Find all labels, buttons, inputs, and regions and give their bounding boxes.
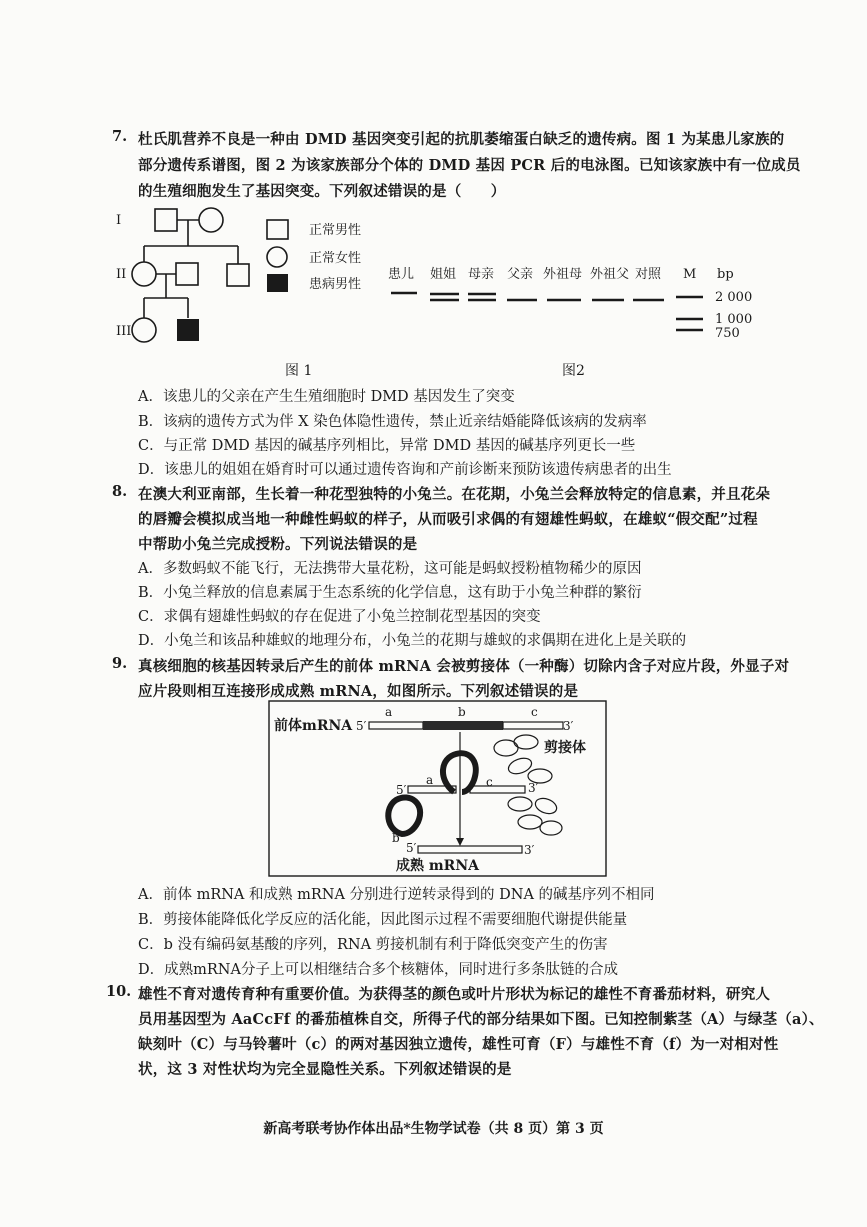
mid-three-prime: 3′ bbox=[528, 781, 539, 795]
q7-option-c[interactable]: C．与正常 DMD 基因的碱基序列相比，异常 DMD 基因的碱基序列更长一些 bbox=[138, 438, 636, 454]
lane-label-grandmother: 外祖母 bbox=[543, 267, 583, 282]
q10-stem-line-2: 员用基因型为 AaCcFf 的番茄植株自交，所得子代的部分结果如下图。已知控制紫茎（A）与绿茎（a）、 bbox=[138, 1011, 824, 1028]
gen-label-3: III bbox=[116, 324, 132, 339]
mature-five-prime: 5′ bbox=[406, 841, 417, 855]
q8-stem-line-1: 在澳大利亚南部，生长着一种花型独特的小兔兰。在花期，小兔兰会释放特定的信息素，并且花朵 bbox=[138, 486, 771, 503]
q7-option-d[interactable]: D．该患儿的姐姐在婚育时可以通过遗传咨询和产前诊断来预防该遗传病患者的出生 bbox=[138, 462, 672, 478]
q9-option-c[interactable]: C．b 没有编码氨基酸的序列，RNA 剪接机制有利于降低突变产生的伤害 bbox=[138, 937, 608, 953]
q10-stem-line-3: 缺刻叶（C）与马铃薯叶（c）的两对基因独立遗传，雄性可育（F）与雄性不育（f）为一对相对性 bbox=[138, 1036, 779, 1053]
gen-label-1: I bbox=[116, 213, 122, 228]
label-b-loop: b bbox=[392, 831, 400, 845]
q9-stem-line-1: 真核细胞的核基因转录后产生的前体 mRNA 会被剪接体（一种酶）切除内含子对应片段，外显子对 bbox=[138, 658, 790, 675]
q10-stem-line-1: 雄性不育对遗传育种有重要价值。为获得茎的颜色或叶片形状为标记的雄性不育番茄材料，研究人 bbox=[138, 986, 771, 1003]
label-a-mid: a bbox=[426, 773, 434, 787]
marker-750: 750 bbox=[715, 326, 740, 341]
pedigree-chart bbox=[110, 200, 410, 355]
label-c-top: c bbox=[531, 705, 538, 719]
intron-b-pre bbox=[423, 721, 503, 730]
marker-2000: 2 000 bbox=[715, 290, 753, 305]
q9-stem-line-2: 应片段则相互连接形成成熟 mRNA，如图所示。下列叙述错误的是 bbox=[138, 683, 579, 700]
pre-five-prime: 5′ bbox=[356, 719, 367, 733]
q8-option-d[interactable]: D．小兔兰和该品种雄蚁的地理分布，小兔兰的花期与雄蚁的求偶期在进化上是关联的 bbox=[138, 633, 687, 649]
label-a-top: a bbox=[385, 705, 393, 719]
gen2-female bbox=[132, 262, 156, 286]
legend-affected-male: 患病男性 bbox=[309, 277, 362, 292]
q7-option-a[interactable]: A．该患儿的父亲在产生生殖细胞时 DMD 基因发生了突变 bbox=[138, 389, 515, 405]
mrna-splicing-diagram bbox=[268, 700, 608, 878]
exon-c-mid bbox=[470, 786, 525, 793]
figure2-caption: 图2 bbox=[562, 363, 585, 379]
lane-label-control: 对照 bbox=[635, 267, 662, 282]
gen3-affected-male bbox=[177, 319, 199, 341]
figure1-caption: 图 1 bbox=[285, 363, 313, 379]
page-footer: 新高考联考协作体出品*生物学试卷（共 8 页）第 3 页 bbox=[263, 1121, 604, 1137]
q8-stem-line-2: 的唇瓣会模拟成当地一种雌性蚂蚁的样子，从而吸引求偶的有翅雄性蚂蚁，在雄蚁“假交配”过程 bbox=[138, 511, 758, 528]
pre-mrna-label: 前体mRNA bbox=[274, 718, 353, 734]
label-c-mid: c bbox=[486, 775, 493, 789]
lane-label-mother: 母亲 bbox=[468, 267, 495, 282]
q10-number: 10. bbox=[106, 983, 132, 1000]
marker-lane-label: M bbox=[683, 267, 697, 282]
label-b-top: b bbox=[458, 705, 466, 719]
excised-intron bbox=[388, 797, 420, 834]
gen1-female bbox=[199, 208, 223, 232]
gel-electrophoresis bbox=[385, 262, 765, 347]
legend-normal-female: 正常女性 bbox=[309, 251, 362, 266]
exon-c-pre bbox=[503, 722, 563, 729]
lane-label-patient: 患儿 bbox=[388, 267, 415, 282]
q8-option-c[interactable]: C．求偶有翅雄性蚂蚁的存在促进了小兔兰控制花型基因的突变 bbox=[138, 609, 541, 625]
q7-stem-line-2: 部分遗传系谱图，图 2 为该家族部分个体的 DMD 基因 PCR 后的电泳图。已知该家族中有一位成员 bbox=[138, 157, 801, 174]
mature-mrna-bar bbox=[418, 846, 522, 853]
q9-option-d[interactable]: D．成熟mRNA分子上可以相继结合多个核糖体，同时进行多条肽链的合成 bbox=[138, 962, 618, 978]
q10-stem-line-4: 状，这 3 对性状均为完全显隐性关系。下列叙述错误的是 bbox=[138, 1061, 512, 1078]
legend-male-symbol bbox=[267, 220, 288, 239]
lane-label-sister: 姐姐 bbox=[430, 267, 457, 282]
q9-option-a[interactable]: A．前体 mRNA 和成熟 mRNA 分别进行逆转录得到的 DNA 的碱基序列不相同 bbox=[138, 887, 655, 903]
q9-number: 9. bbox=[112, 655, 128, 672]
gen-label-2: II bbox=[116, 267, 127, 282]
q7-number: 7. bbox=[112, 128, 128, 145]
exon-a-pre bbox=[369, 722, 423, 729]
bp-unit: bp bbox=[717, 267, 734, 282]
mature-mrna-label: 成熟 mRNA bbox=[396, 858, 479, 874]
mid-five-prime: 5′ bbox=[396, 783, 407, 797]
marker-1000: 1 000 bbox=[715, 312, 753, 327]
q8-stem-line-3: 中帮助小兔兰完成授粉。下列说法错误的是 bbox=[138, 536, 418, 553]
q7-stem-line-1: 杜氏肌营养不良是一种由 DMD 基因突变引起的抗肌萎缩蛋白缺乏的遗传病。图 1 为某患儿家族的 bbox=[138, 131, 785, 148]
gen1-male bbox=[155, 209, 177, 231]
legend-affected-symbol bbox=[267, 274, 288, 292]
q7-stem-line-3: 的生殖细胞发生了基因突变。下列叙述错误的是（ ） bbox=[138, 183, 506, 200]
lane-label-father: 父亲 bbox=[507, 267, 534, 282]
pre-three-prime: 3′ bbox=[563, 719, 574, 733]
gen2-male-sibling bbox=[227, 264, 249, 286]
gen3-female bbox=[132, 318, 156, 342]
legend-female-symbol bbox=[267, 247, 287, 267]
spliceosome-label: 剪接体 bbox=[544, 740, 586, 756]
gen2-male-spouse bbox=[176, 263, 198, 285]
q7-option-b[interactable]: B．该病的遗传方式为伴 X 染色体隐性遗传，禁止近亲结婚能降低该病的发病率 bbox=[138, 414, 647, 430]
q8-option-b[interactable]: B．小兔兰释放的信息素属于生态系统的化学信息，这有助于小兔兰种群的繁衍 bbox=[138, 585, 642, 601]
q8-number: 8. bbox=[112, 483, 128, 500]
legend-normal-male: 正常男性 bbox=[309, 223, 362, 238]
lane-label-grandfather: 外祖父 bbox=[590, 267, 630, 282]
mature-three-prime: 3′ bbox=[524, 843, 535, 857]
q8-option-a[interactable]: A．多数蚂蚁不能飞行，无法携带大量花粉，这可能是蚂蚁授粉植物稀少的原因 bbox=[138, 561, 642, 577]
q9-option-b[interactable]: B．剪接体能降低化学反应的活化能，因此图示过程不需要细胞代谢提供能量 bbox=[138, 912, 628, 928]
